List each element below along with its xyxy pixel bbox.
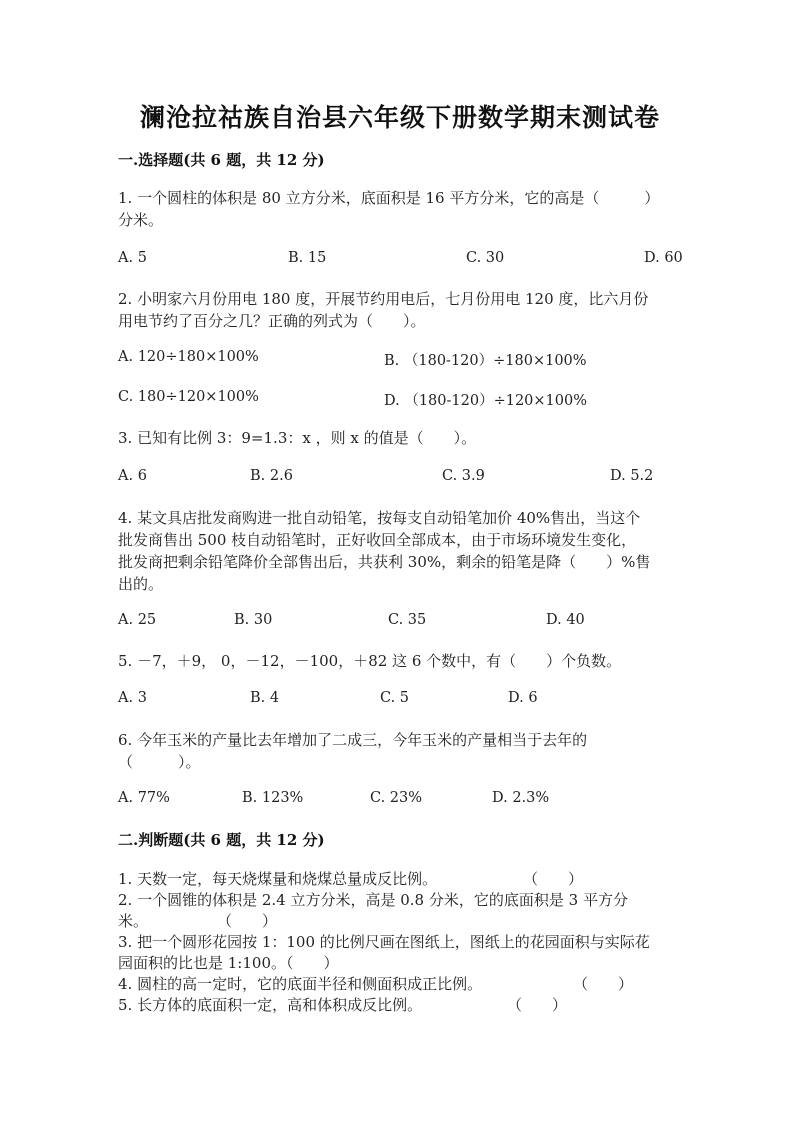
question-2-option-d: D. （180-120）÷120×100% (384, 393, 588, 409)
question-2-option-a: A. 120÷180×100% (118, 349, 259, 365)
question-4-option-b: B. 30 (234, 612, 273, 628)
question-3-option-d: D. 5.2 (610, 468, 654, 484)
question-4-line-4: 出的。 (118, 575, 164, 593)
question-3-option-c: C. 3.9 (442, 468, 485, 484)
question-3-option-b: B. 2.6 (250, 468, 293, 484)
judgment-2-line-1: 2. 一个圆锥的体积是 2.4 立方分米，高是 0.8 分米，它的底面积是 3 平方分 (118, 891, 628, 909)
question-1-line-2: 分米。 (118, 211, 164, 229)
judgment-5-text: 5. 长方体的底面积一定，高和体积成反比例。 (118, 996, 423, 1014)
question-4-option-a: A. 25 (118, 612, 157, 628)
judgment-2-answer-blank: （ ） (217, 912, 278, 930)
judgment-1-text: 1. 天数一定，每天烧煤量和烧煤总量成反比例。 (118, 870, 438, 888)
question-5-option-c: C. 5 (380, 690, 410, 706)
question-6-option-b: B. 123% (242, 790, 304, 806)
question-4-line-1: 4. 某文具店批发商购进一批自动铅笔，按每支自动铅笔加价 40%售出，当这个 (118, 509, 641, 527)
question-4-option-d: D. 40 (546, 612, 585, 628)
question-3-line-1: 3. 已知有比例 3：9=1.3：x ，则 x 的值是（ ）。 (118, 429, 477, 447)
section-heading-choice: 一.选择题(共 6 题，共 12 分) (118, 151, 325, 169)
question-6-option-d: D. 2.3% (492, 790, 550, 806)
question-6-line-1: 6. 今年玉米的产量比去年增加了二成三，今年玉米的产量相当于去年的 (118, 731, 588, 749)
judgment-5-answer-blank: （ ） (507, 996, 568, 1014)
judgment-2-line-2: 米。 (118, 912, 149, 930)
question-3-option-a: A. 6 (118, 468, 147, 484)
judgment-3-line-1: 3. 把一个圆形花园按 1：100 的比例尺画在图纸上，图纸上的花园面积与实际花 (118, 933, 650, 951)
question-1-line-1: 1. 一个圆柱的体积是 80 立方分米，底面积是 16 平方分米，它的高是（ ） (118, 189, 660, 207)
question-2-line-1: 2. 小明家六月份用电 180 度，开展节约用电后，七月份用电 120 度，比六月份 (118, 290, 649, 308)
question-1-option-c: C. 30 (466, 250, 505, 266)
question-5-option-b: B. 4 (250, 690, 280, 706)
section-heading-judgment: 二.判断题(共 6 题，共 12 分) (118, 831, 325, 849)
question-6-option-c: C. 23% (370, 790, 423, 806)
question-1-option-b: B. 15 (288, 250, 327, 266)
question-5-line-1: 5. －7，＋9， 0，－12，－100，＋82 这 6 个数中，有（ ）个负数。 (118, 652, 622, 670)
page-title: 澜沧拉祜族自治县六年级下册数学期末测试卷 (139, 103, 660, 132)
question-2-line-2: 用电节约了百分之几？正确的列式为（ ）。 (118, 312, 426, 330)
judgment-3-line-2: 园面积的比也是 1:100。（ ） (118, 954, 339, 972)
question-6-option-a: A. 77% (118, 790, 170, 806)
question-6-line-2: （ ）。 (118, 753, 201, 771)
judgment-4-answer-blank: （ ） (573, 975, 634, 993)
question-1-option-a: A. 5 (118, 250, 147, 266)
question-4-line-3: 批发商把剩余铅笔降价全部售出后，共获利 30%，剩余的铅笔是降（ ）%售 (118, 553, 651, 571)
question-1-option-d: D. 60 (644, 250, 683, 266)
question-5-option-a: A. 3 (118, 690, 147, 706)
question-2-option-c: C. 180÷120×100% (118, 389, 259, 405)
question-4-option-c: C. 35 (388, 612, 427, 628)
question-4-line-2: 批发商售出 500 枝自动铅笔时，正好收回全部成本，由于市场环境发生变化， (118, 531, 637, 549)
judgment-4-text: 4. 圆柱的高一定时，它的底面半径和侧面积成正比例。 (118, 975, 483, 993)
question-5-option-d: D. 6 (508, 690, 538, 706)
judgment-1-answer-blank: （ ） (523, 870, 584, 888)
question-2-option-b: B. （180-120）÷180×100% (384, 353, 587, 369)
